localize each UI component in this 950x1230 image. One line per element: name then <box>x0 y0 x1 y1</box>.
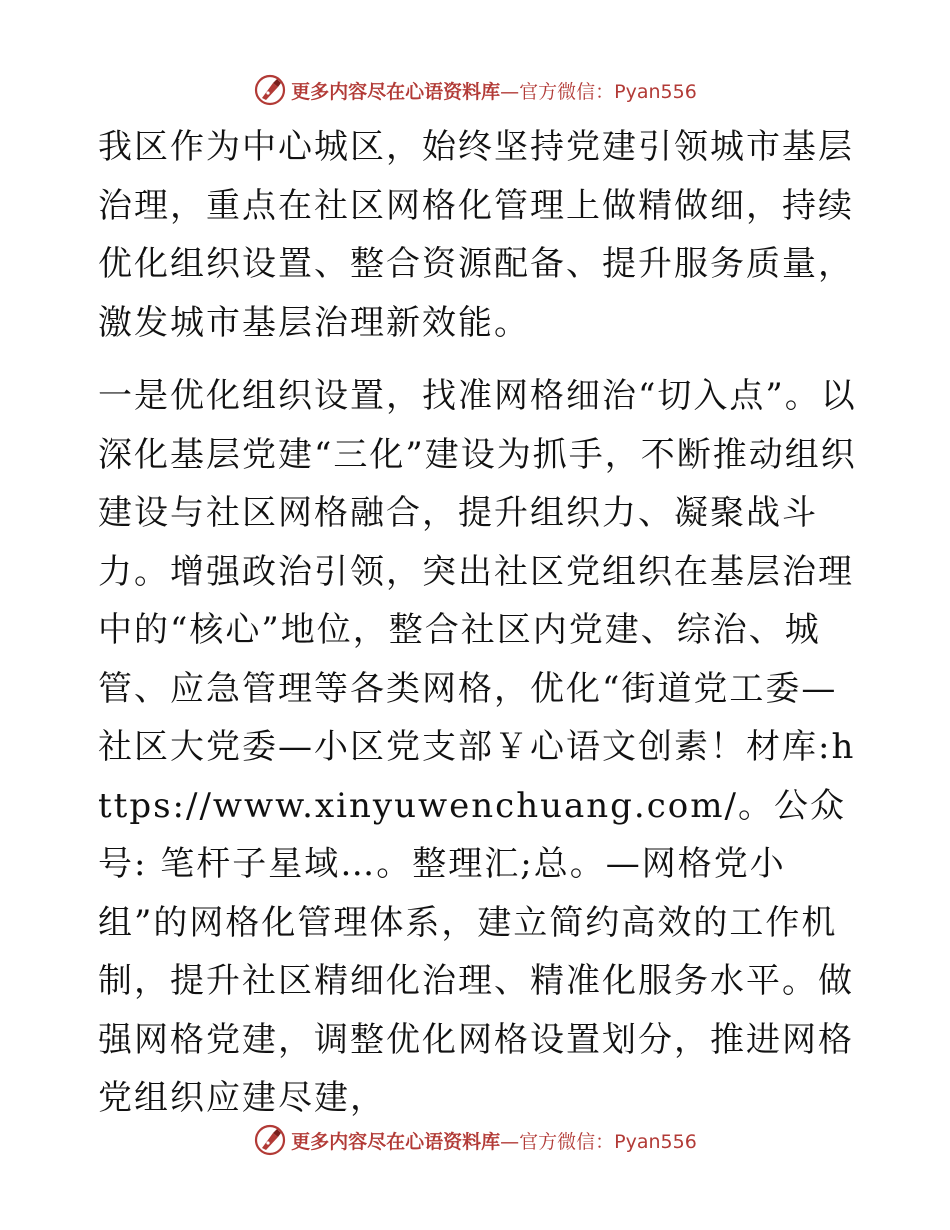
document-body <box>98 118 858 1128</box>
header-brand-text: 更多内容尽在心语资料库 <box>291 80 501 103</box>
footer-banner <box>0 1120 950 1160</box>
footer-brand-text: 更多内容尽在心语资料库 <box>291 1130 501 1153</box>
header-wechat-text: 官方微信：Pyan556 <box>519 80 697 103</box>
footer-banner-text <box>291 1127 697 1154</box>
paragraph-point-one: 一是优化组织设置，找准网格细治“切入点”。以深化基层党建“三化”建设为抓手，不断推动组织建设与社区网格融合，提升组织力、凝聚战斗力。增强政治引领，突出社区党组织在基层治理中的“核心”地位，整合社区内党建、综治、城管、应急管理等各类网格，优化“街道党工委—社区大党委—小区党支部￥心语文创素！材库:https://www.xinyuwenchuang.com/。公众号: 笔杆子星域…。整理汇;总。—网格党小组”的网格化管理体系，建立简约高效的工作机制，提升社区精细化治理、精准化服务水平。做强网格党建，调整优化网格设置划分，推进网格党组织应建尽建， <box>98 376 857 1118</box>
header-banner-text <box>291 77 697 104</box>
header-banner <box>0 70 950 110</box>
paragraph-intro: 我区作为中心城区，始终坚持党建引领城市基层治理，重点在社区网格化管理上做精做细，持续优化组织设置、整合资源配备、提升服务质量，激发城市基层治理新效能。 <box>98 127 854 343</box>
pen-nib-logo-icon <box>253 1123 287 1157</box>
header-separator: — <box>500 80 520 103</box>
footer-wechat-text: 官方微信：Pyan556 <box>519 1130 697 1153</box>
pen-nib-logo-icon <box>253 73 287 107</box>
footer-separator: — <box>500 1130 520 1153</box>
